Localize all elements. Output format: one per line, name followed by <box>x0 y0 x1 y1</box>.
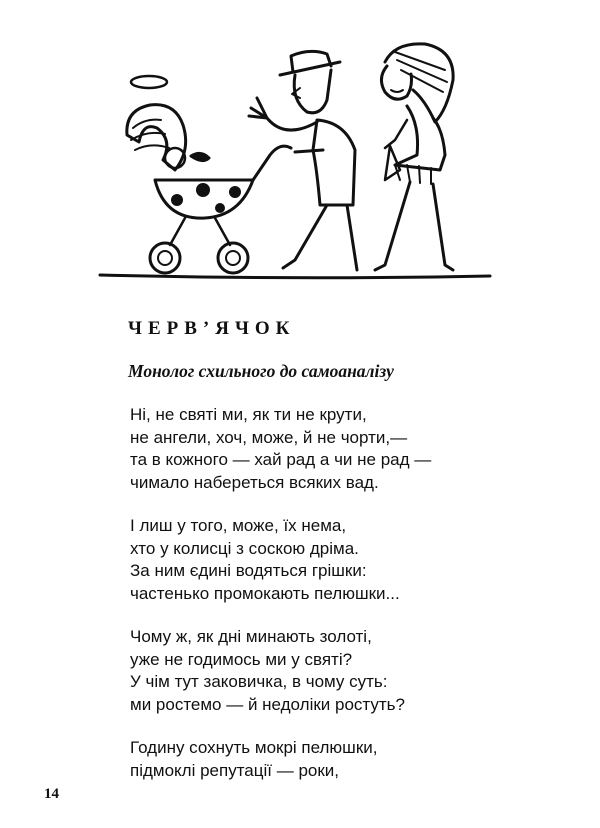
poem-line: не ангели, хоч, може, й не чорти,— <box>130 427 408 447</box>
poem-subtitle: Монолог схильного до самоаналізу <box>128 361 394 381</box>
page-number: 14 <box>44 786 59 802</box>
poem-line: уже не годимось ми у святі? <box>130 649 353 669</box>
poem-line: У чім тут заковичка, в чому суть: <box>130 672 388 691</box>
family-drawing-icon <box>95 30 495 285</box>
poem-line: чимало набереться всяких вад. <box>130 472 379 492</box>
poem-line: ми ростемо — й недоліки ростуть? <box>130 694 405 714</box>
poem-line: І лиш у того, може, їх нема, <box>130 516 347 535</box>
stanza-2 <box>130 515 570 605</box>
poem-line: та в кожного — хай рад а чи не рад — <box>130 450 432 469</box>
stanza-3 <box>130 626 570 716</box>
stanza-4 <box>130 737 570 782</box>
poem-line: Чому ж, як дні минають золоті, <box>130 627 372 646</box>
poem-line: Ні, не святі ми, як ти не крути, <box>130 405 367 424</box>
poem-line: частенько промокають пелюшки... <box>130 583 400 603</box>
poem-title: ЧЕРВ’ЯЧОК <box>128 318 296 339</box>
poem-line: Годину сохнуть мокрі пелюшки, <box>130 738 378 757</box>
stanza-1 <box>130 404 570 494</box>
poem-line: підмоклі репутації — роки, <box>130 760 340 780</box>
family-illustration <box>95 30 495 285</box>
poem-line: За ним єдині водяться грішки: <box>130 561 367 580</box>
poem-line: хто у колисці з соскою дріма. <box>130 538 359 558</box>
poem-body <box>130 404 570 803</box>
